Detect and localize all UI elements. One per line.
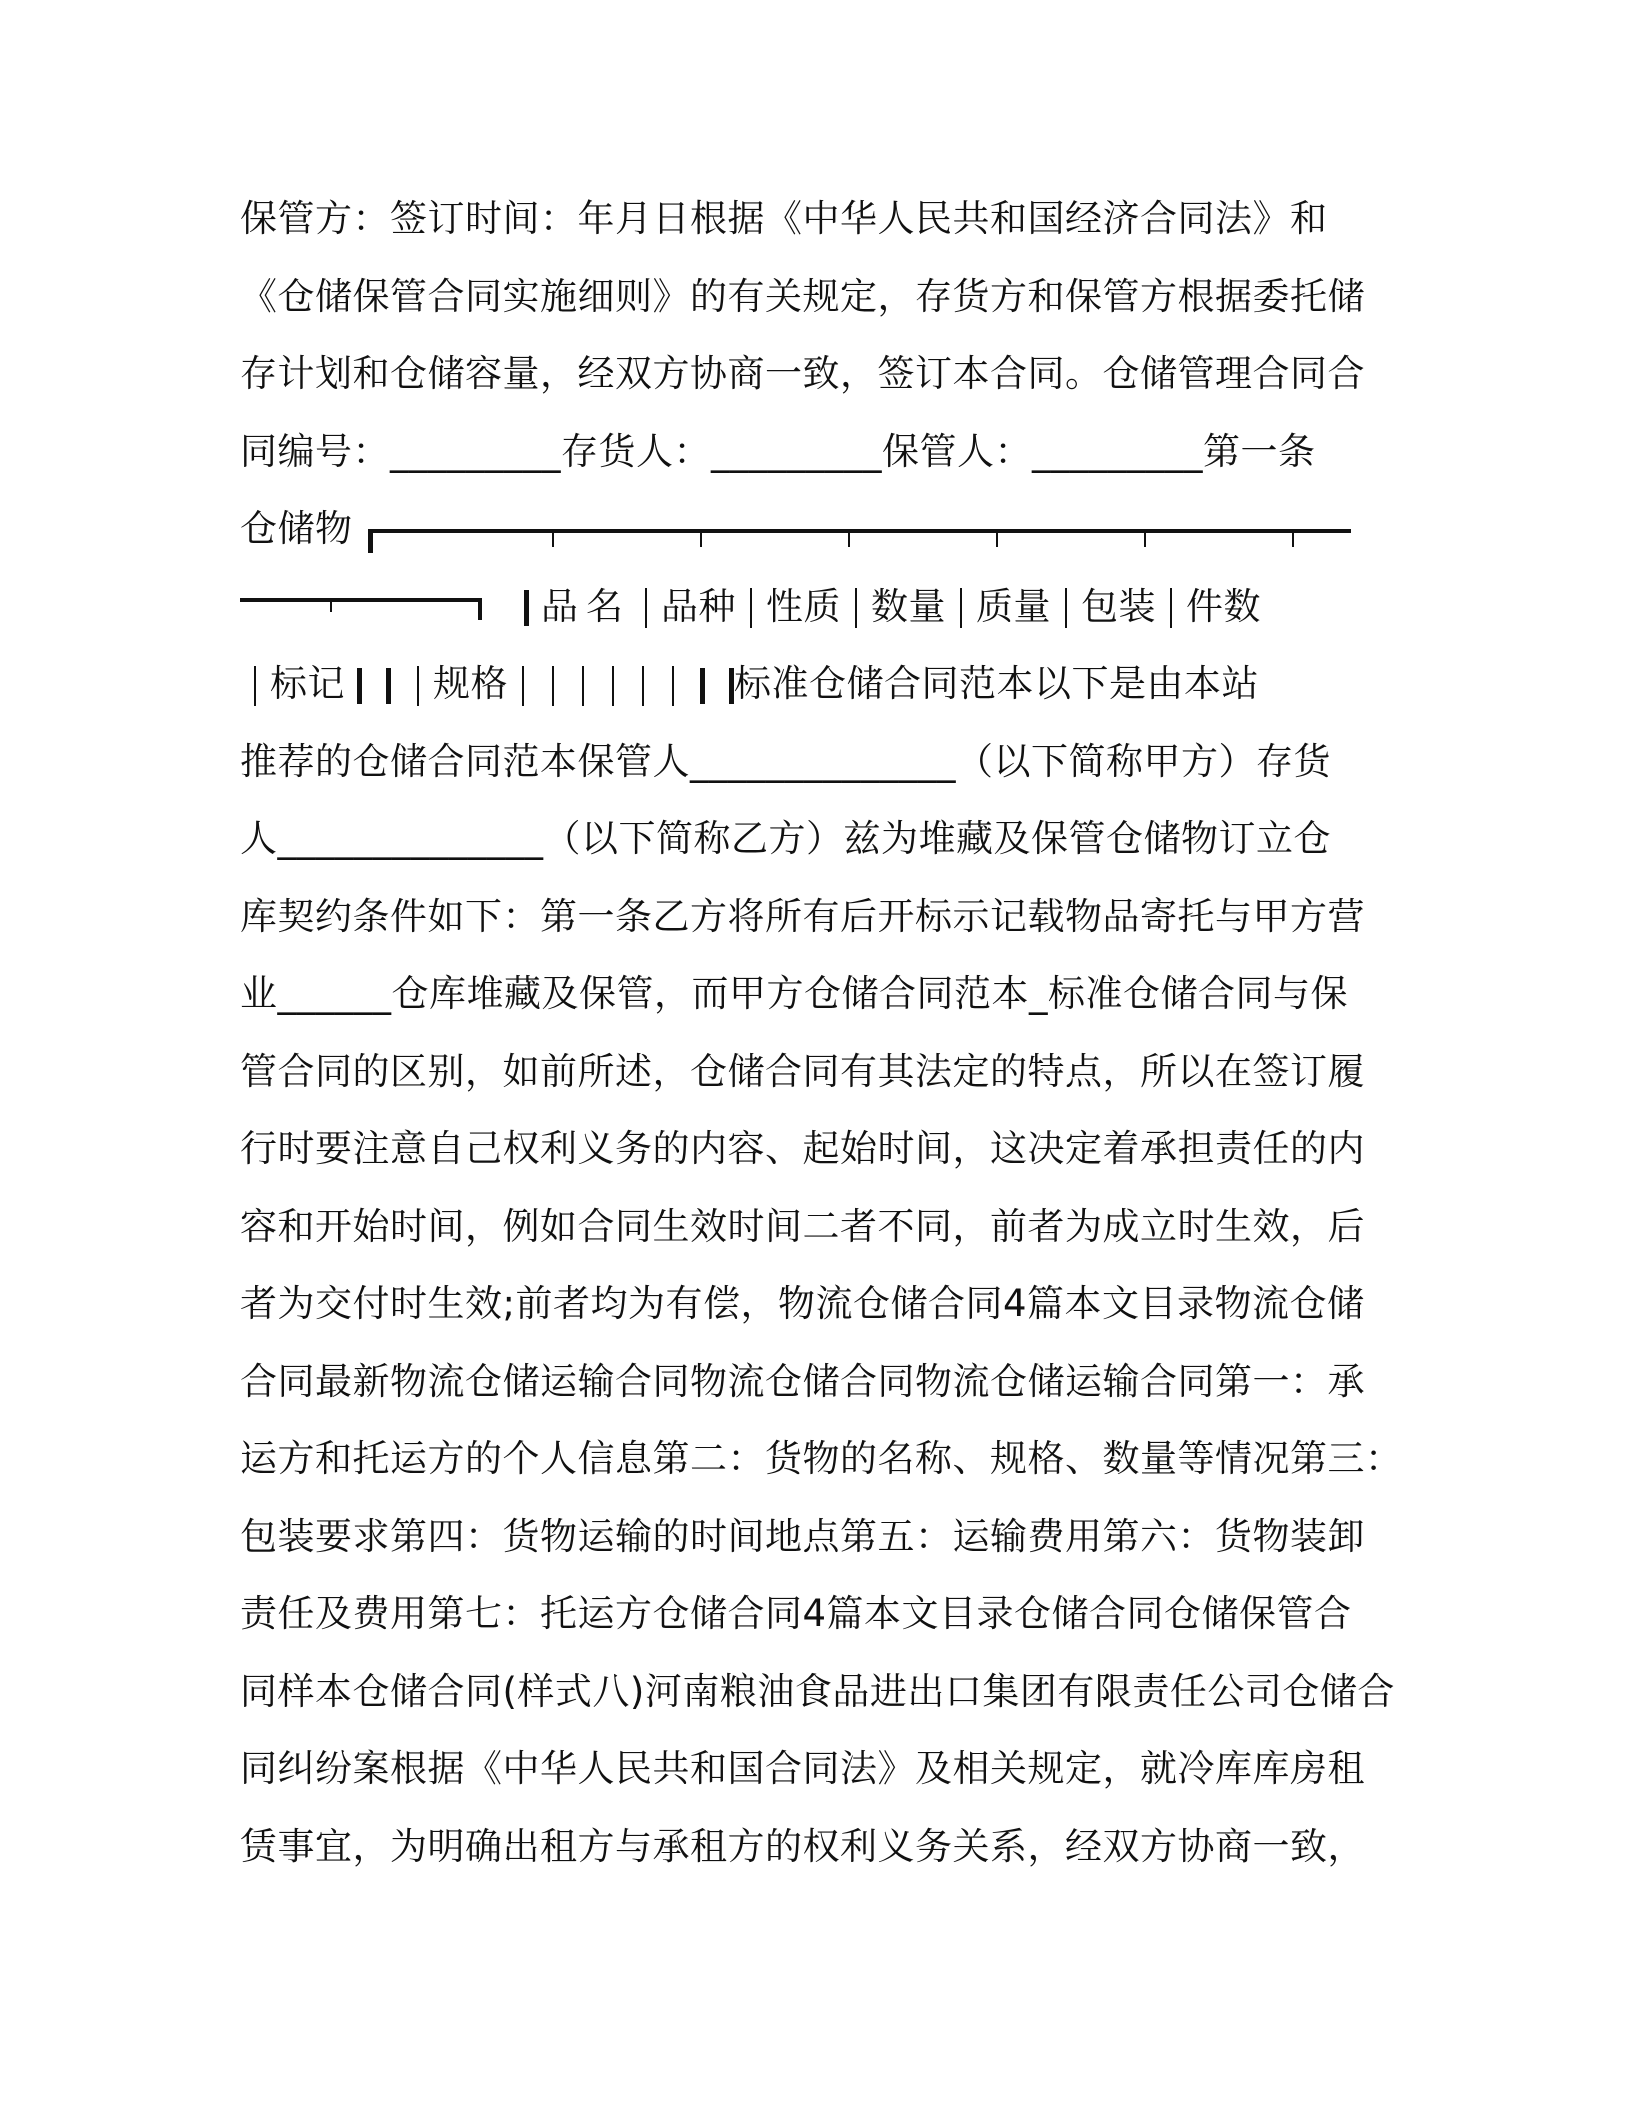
text-line-10: 库契约条件如下：第一条乙方将所有后开标示记载物品寄托与甲方营	[240, 894, 1365, 938]
text-line-20: 同样本仓储合同(样式八)河南粮油食品进出口集团有限责任公司仓储合	[240, 1669, 1395, 1713]
storage-goods-label: 仓储物	[240, 507, 353, 550]
text-line-12: 管合同的区别，如前所述，仓储合同有其法定的特点，所以在签订履	[240, 1049, 1365, 1093]
table-header-row	[240, 576, 1390, 654]
text-line-5	[240, 498, 1390, 576]
header-cell-variety: 品种	[661, 584, 736, 628]
header-cell-nature: 性质	[766, 584, 841, 628]
text-line-17: 运方和托运方的个人信息第二：货物的名称、规格、数量等情况第三：	[240, 1437, 1403, 1480]
document-page	[240, 188, 1403, 1893]
table-row-2	[240, 653, 1390, 731]
text-line-1: 保管方：签订时间：年月日根据《中华人民共和国经济合同法》和	[240, 197, 1328, 240]
text-line-16: 合同最新物流仓储运输合同物流仓储合同物流仓储运输合同第一：承	[240, 1359, 1365, 1403]
text-line-8: 推荐的仓储合同范本保管人______________（以下简称甲方）存货	[240, 739, 1331, 783]
header-cell-quality: 质量	[976, 584, 1051, 628]
text-line-14: 容和开始时间，例如合同生效时间二者不同，前者为成立时生效，后	[240, 1204, 1365, 1248]
text-line-22: 赁事宜，为明确出租方与承租方的权利义务关系，经双方协商一致，	[240, 1824, 1365, 1868]
text-line-21: 同纠纷案根据《中华人民共和国合同法》及相关规定，就冷库库房租	[240, 1747, 1365, 1790]
table-left-rule	[240, 598, 480, 602]
text-line-7-tail: 标准仓储合同范本以下是由本站	[734, 662, 1259, 705]
cell-spec: 规格	[433, 662, 508, 705]
text-line-4: 同编号：_________存货人：_________保管人：_________第一条	[240, 429, 1316, 473]
text-line-13: 行时要注意自己权利义务的内容、起始时间，这决定着承担责任的内	[240, 1127, 1365, 1170]
header-cell-pieces: 件数	[1186, 584, 1261, 628]
header-cell-packaging: 包装	[1081, 584, 1156, 628]
text-line-3: 存计划和仓储容量，经双方协商一致，签订本合同。仓储管理合同合	[240, 352, 1365, 395]
text-line-15: 者为交付时生效;前者均为有偿，物流仓储合同4篇本文目录物流仓储	[240, 1282, 1365, 1325]
cell-mark: 标记	[270, 662, 345, 705]
header-cell-name: 品名	[541, 584, 631, 628]
text-line-11: 业______仓库堆藏及保管，而甲方仓储合同范本_标准仓储合同与保	[240, 972, 1348, 1015]
text-line-2: 《仓储保管合同实施细则》的有关规定，存货方和保管方根据委托储	[240, 274, 1365, 318]
text-line-19: 责任及费用第七：托运方仓储合同4篇本文目录仓储合同仓储保管合	[240, 1592, 1352, 1635]
header-cell-quantity: 数量	[871, 584, 946, 628]
text-line-9: 人______________（以下简称乙方）兹为堆藏及保管仓储物订立仓	[240, 817, 1331, 860]
text-line-18: 包装要求第四：货物运输的时间地点第五：运输费用第六：货物装卸	[240, 1514, 1365, 1558]
